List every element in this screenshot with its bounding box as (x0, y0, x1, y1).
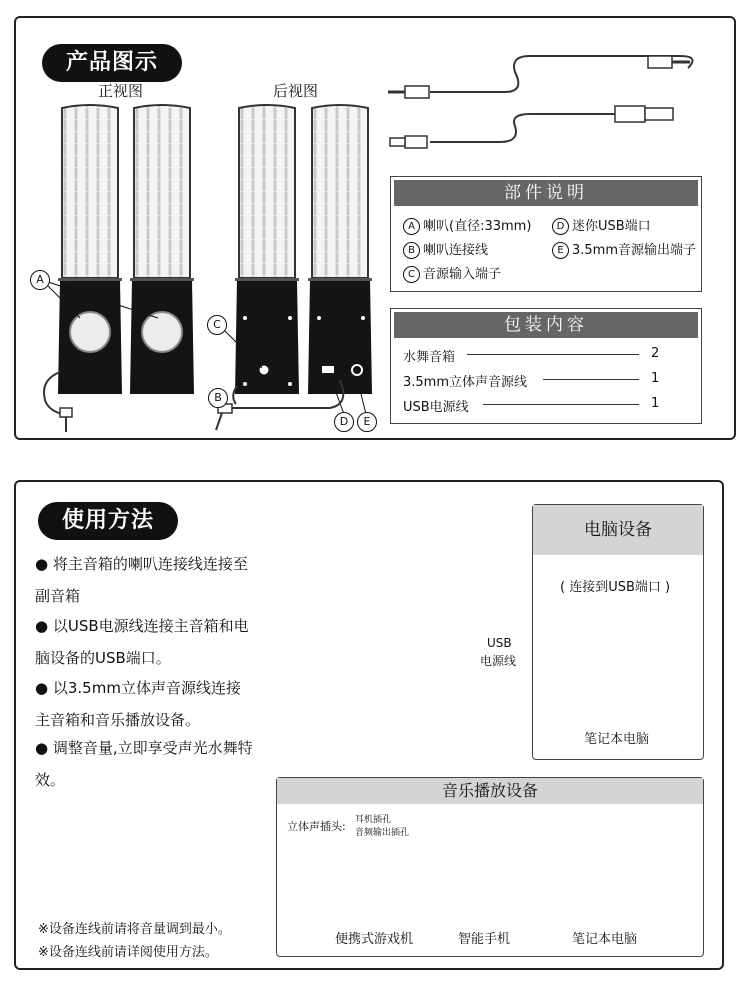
part-b-key: B (403, 242, 420, 259)
step-3-text: 以3.5mm立体声音源线连接主音箱和音乐播放设备。 (35, 679, 241, 729)
step-4-text: 调整音量,立即享受声光水舞特效。 (35, 739, 253, 789)
package-item-2 (403, 371, 527, 390)
callout-b: B (208, 388, 228, 408)
package-item-3-name: USB电源线 (403, 400, 469, 415)
part-b (403, 239, 488, 259)
leader-line-3 (483, 404, 639, 405)
part-a-key: A (403, 218, 420, 235)
parts-title: 部件说明 (394, 180, 698, 206)
computer-caption: 笔记本电脑 (584, 732, 650, 747)
step-2 (35, 610, 255, 674)
step-3 (35, 672, 255, 736)
package-item-3-qty: 1 (651, 396, 660, 411)
device-laptop: 笔记本电脑 (572, 932, 638, 947)
part-e-text: 3.5mm音源输出端子 (572, 243, 697, 258)
usb-label-1: USB (487, 636, 512, 650)
computer-sub: ( 连接到USB端口 ) (560, 580, 671, 595)
plug-note-2: 音频输出插孔 (355, 828, 410, 838)
package-item-1-qty: 2 (651, 346, 660, 361)
step-1 (35, 548, 255, 612)
callout-d: D (334, 412, 354, 432)
usb-label-2: 电源线 (480, 654, 517, 668)
callout-c: C (207, 315, 227, 335)
bullet-icon: ● (35, 739, 53, 757)
part-d-key: D (552, 218, 569, 235)
part-d-text: 迷你USB端口 (572, 219, 651, 234)
package-item-1 (403, 346, 455, 365)
note-1: ※设备连线前请将音量调到最小。 (38, 922, 231, 937)
front-view-label: 正视图 (98, 82, 144, 100)
product-diagram-title: 产品图示 (42, 44, 182, 82)
plug-note-1: 耳机插孔 (355, 815, 392, 825)
step-4 (35, 732, 255, 796)
device-game-console: 便携式游戏机 (335, 932, 414, 947)
part-b-text: 喇叭连接线 (423, 243, 489, 258)
part-a (403, 215, 531, 235)
plug-label: 立体声插头: (287, 820, 346, 833)
package-item-3 (403, 396, 469, 415)
bullet-icon: ● (35, 555, 53, 573)
step-2-text: 以USB电源线连接主音箱和电脑设备的USB端口。 (35, 617, 249, 667)
part-a-text: 喇叭(直径:33mm) (423, 219, 532, 234)
device-smartphone: 智能手机 (458, 932, 511, 947)
bullet-icon: ● (35, 679, 53, 697)
part-e-key: E (552, 242, 569, 259)
back-view-label: 后视图 (273, 82, 319, 100)
part-e (552, 239, 696, 259)
music-title: 音乐播放设备 (277, 778, 703, 804)
package-item-1-name: 水舞音箱 (403, 350, 456, 365)
package-item-2-name: 3.5mm立体声音源线 (403, 375, 528, 390)
callout-a: A (30, 270, 50, 290)
part-d (552, 215, 651, 235)
part-c-key: C (403, 266, 420, 283)
package-title: 包装内容 (394, 312, 698, 338)
note-2: ※设备连线前请详阅使用方法。 (38, 945, 218, 960)
leader-line-1 (467, 354, 639, 355)
leader-line-2 (543, 379, 639, 380)
usage-title: 使用方法 (38, 502, 178, 540)
bullet-icon: ● (35, 617, 53, 635)
callout-e: E (357, 412, 377, 432)
part-c-text: 音源输入端子 (423, 267, 502, 282)
computer-title: 电脑设备 (533, 505, 703, 555)
computer-box (532, 504, 704, 760)
part-c (403, 263, 501, 283)
package-item-2-qty: 1 (651, 371, 660, 386)
step-1-text: 将主音箱的喇叭连接线连接至副音箱 (35, 555, 248, 605)
